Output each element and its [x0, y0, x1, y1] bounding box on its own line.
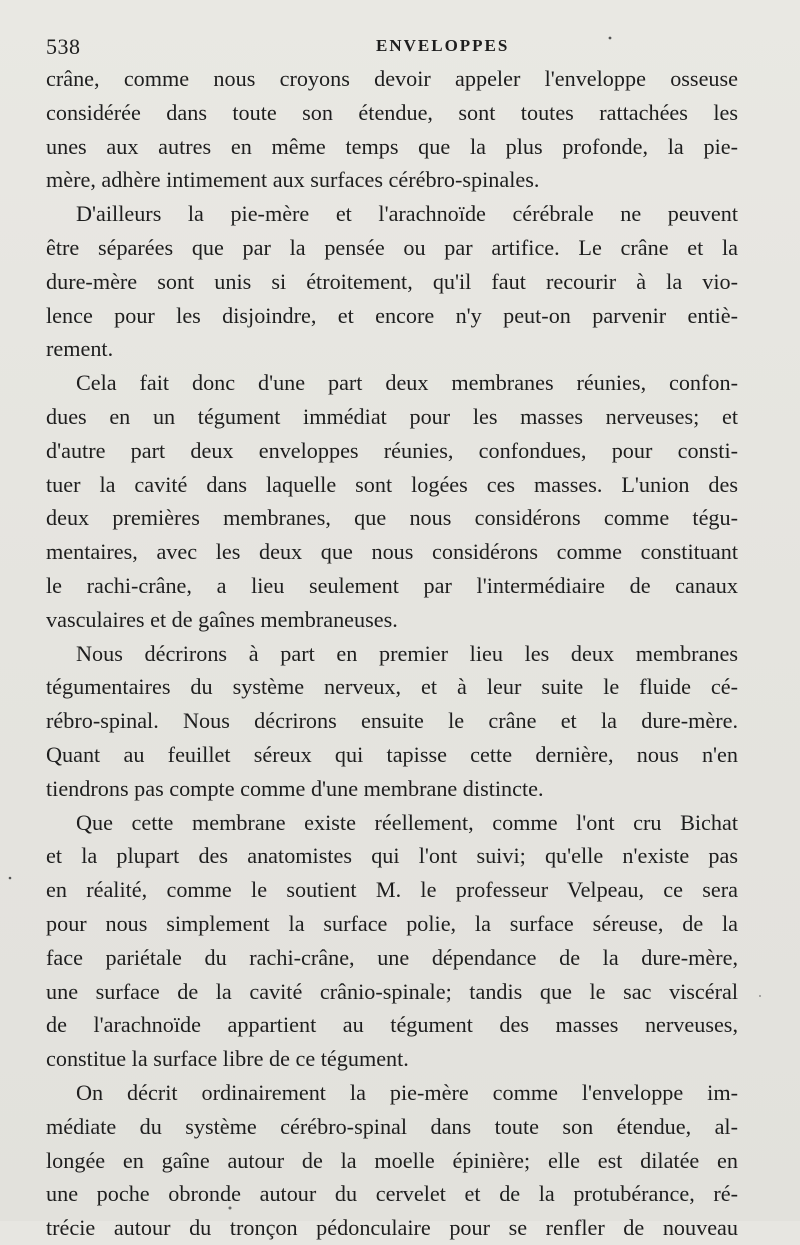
text-line: crâne, comme nous croyons devoir appeler l'enveloppe osseuse	[46, 66, 738, 91]
text-line: unes aux autres en même temps que la plus profonde, la pie-	[46, 133, 738, 159]
text-line: Que cette membrane existe réellement, comme l'ont cru Bichat	[76, 809, 738, 835]
text-line: rement.	[46, 336, 114, 362]
text-line: vasculaires et de gaînes membraneuses.	[46, 606, 398, 632]
text-line: en réalité, comme le soutient M. le professeur Velpeau, ce sera	[46, 877, 738, 903]
text-line: Nous décrirons à part en premier lieu les deux membranes	[76, 640, 738, 666]
text-line: d'autre part deux enveloppes réunies, confondues, pour consti-	[46, 437, 738, 463]
text-line: médiate du système cérébro-spinal dans toute son étendue, al-	[46, 1113, 738, 1139]
running-head: ENVELOPPES	[376, 36, 510, 55]
text-line: longée en gaîne autour de la moelle épinière; elle est dilatée en	[46, 1147, 738, 1173]
text-line: tuer la cavité dans laquelle sont logées ces masses. L'union des	[46, 471, 738, 497]
text-line: D'ailleurs la pie-mère et l'arachnoïde cérébrale ne peuvent	[76, 201, 738, 227]
text-line: et la plupart des anatomistes qui l'ont suivi; qu'elle n'existe pas	[46, 843, 738, 869]
text-line: Quant au feuillet séreux qui tapisse cette dernière, nous n'en	[46, 741, 738, 767]
text-line: Cela fait donc d'une part deux membranes réunies, confon-	[76, 370, 738, 396]
text-line: lence pour les disjoindre, et encore n'y peut-on parvenir entiè-	[46, 302, 738, 328]
text-line: dure-mère sont unis si étroitement, qu'il faut recourir à la vio-	[46, 268, 738, 294]
text-line: être séparées que par la pensée ou par artifice. Le crâne et la	[46, 234, 738, 260]
text-line: mère, adhère intimement aux surfaces cérébro-spinales.	[46, 167, 540, 193]
text-line: considérée dans toute son étendue, sont toutes rattachées les	[46, 99, 738, 125]
text-line: mentaires, avec les deux que nous considérons comme constituant	[46, 539, 738, 565]
page-header	[46, 34, 736, 64]
text-line: une poche obronde autour du cervelet et de la protubérance, ré-	[46, 1181, 738, 1207]
text-line: une surface de la cavité crânio-spinale; tandis que le sac viscéral	[46, 978, 738, 1004]
text-line: le rachi-crâne, a lieu seulement par l'intermédiaire de canaux	[46, 572, 738, 598]
text-line: pour nous simplement la surface polie, la surface séreuse, de la	[46, 910, 738, 936]
text-line: tégumentaires du système nerveux, et à leur suite le fluide cé-	[46, 674, 738, 700]
text-line: dues en un tégument immédiat pour les masses nerveuses; et	[46, 403, 738, 429]
text-line: trécie autour du tronçon pédonculaire pour se renfler de nouveau	[46, 1215, 738, 1241]
speck	[9, 877, 12, 880]
body-text	[46, 62, 738, 1245]
text-line: de l'arachnoïde appartient au tégument des masses nerveuses,	[46, 1012, 738, 1038]
text-line: On décrit ordinairement la pie-mère comme l'enveloppe im-	[76, 1079, 738, 1105]
text-line: rébro-spinal. Nous décrirons ensuite le crâne et la dure-mère.	[46, 708, 738, 734]
page-number: 538	[46, 34, 81, 59]
text-line: tiendrons pas compte comme d'une membrane distincte.	[46, 775, 544, 801]
text-line: constitue la surface libre de ce tégument.	[46, 1046, 409, 1072]
text-line: deux premières membranes, que nous considérons comme tégu-	[46, 505, 738, 531]
speck	[759, 995, 761, 997]
text-line: face pariétale du rachi-crâne, une dépendance de la dure-mère,	[46, 944, 738, 970]
